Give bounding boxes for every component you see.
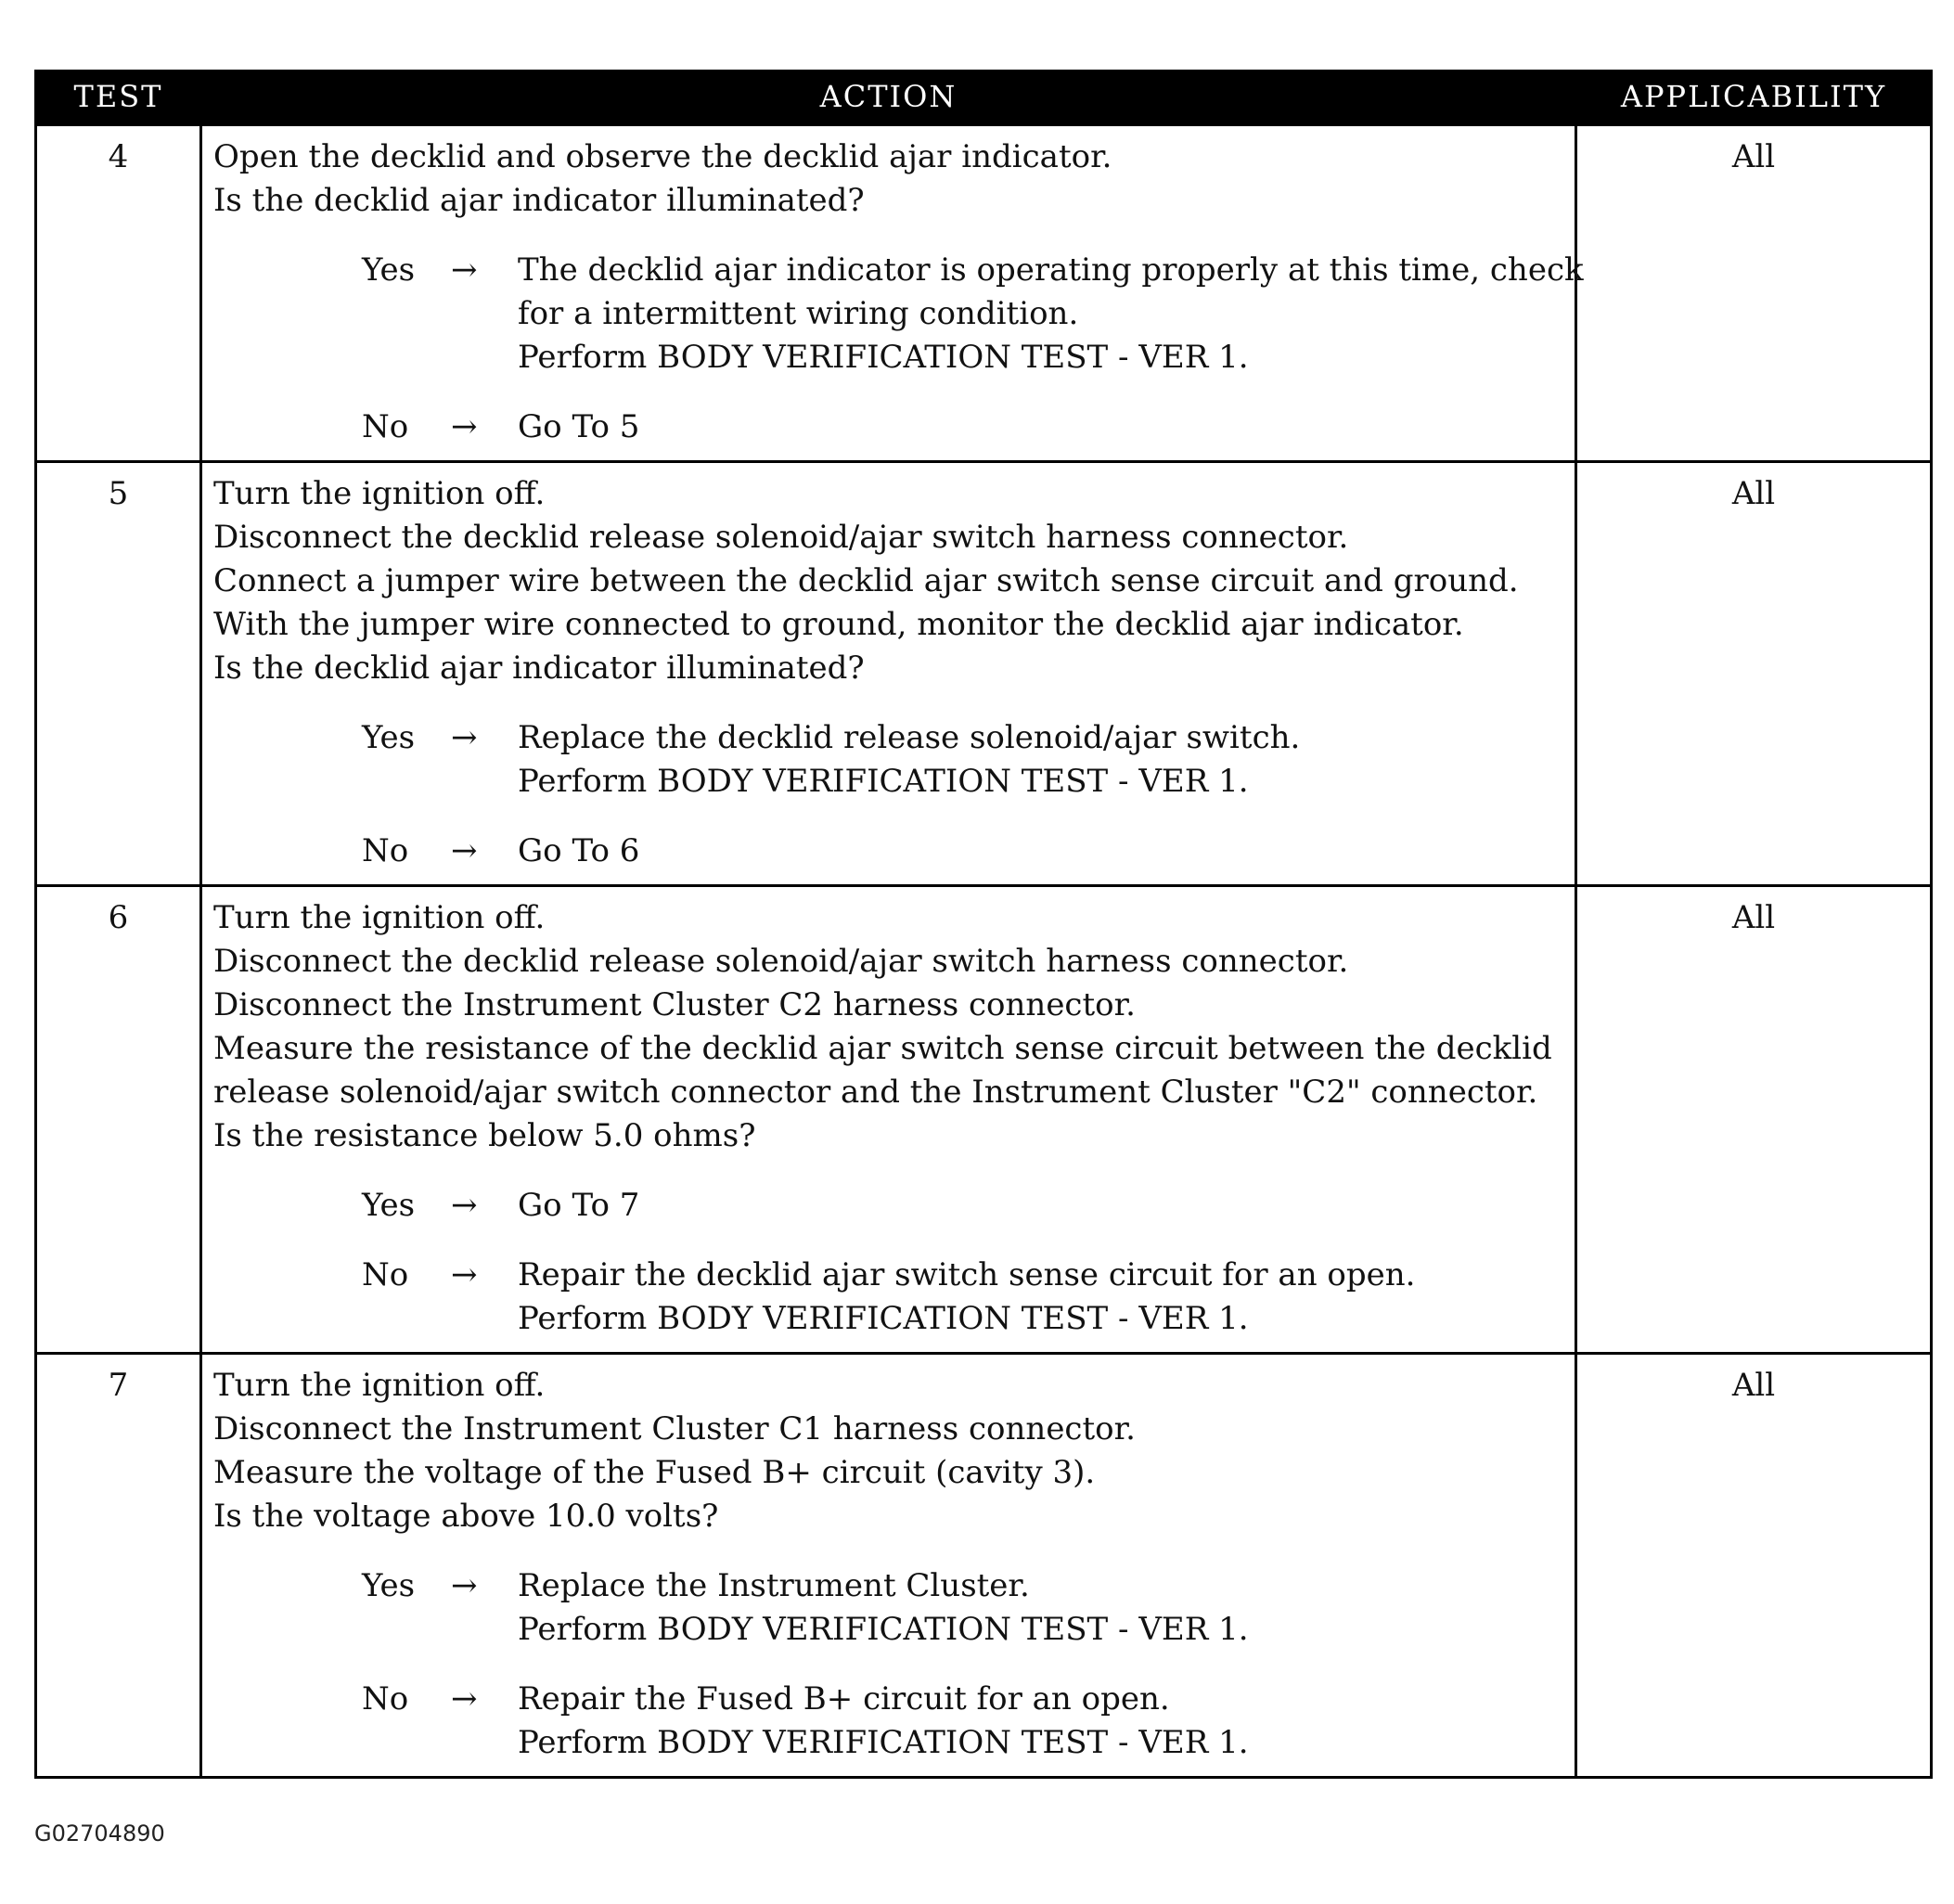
applicability-value: All: [1576, 1354, 1932, 1778]
result-line: Repair the decklid ajar switch sense circuit for an open.: [518, 1256, 1416, 1293]
result-line: Replace the decklid release solenoid/ajar switch.: [518, 719, 1301, 756]
table-row: [36, 1354, 1932, 1778]
test-number: 6: [36, 886, 201, 1354]
table-row: [36, 462, 1932, 886]
result-line: Go To 5: [518, 408, 640, 445]
test-number: 5: [36, 462, 201, 886]
result-line: Repair the Fused B+ circuit for an open.: [518, 1680, 1170, 1717]
yes-outcome: [362, 1184, 1563, 1228]
applicability-value: All: [1576, 462, 1932, 886]
no-outcome: [362, 1254, 1563, 1341]
test-number: 7: [36, 1354, 201, 1778]
no-label: No: [362, 832, 409, 869]
arrow-right-icon: →: [451, 1567, 478, 1604]
table-body: [36, 125, 1932, 1778]
arrow-right-icon: →: [451, 832, 478, 869]
no-result: [518, 830, 1563, 873]
no-label: No: [362, 408, 409, 445]
no-label: No: [362, 1256, 409, 1293]
yes-result: [518, 1564, 1563, 1652]
table-row: [36, 886, 1932, 1354]
arrow-right-icon: →: [451, 1680, 478, 1717]
action-steps: [213, 135, 1563, 223]
arrow-right-icon: →: [451, 1187, 478, 1224]
applicability-value: All: [1576, 886, 1932, 1354]
result-line: Perform BODY VERIFICATION TEST - VER 1.: [518, 339, 1249, 376]
yes-outcome: [362, 1564, 1563, 1652]
action-step: Is the resistance below 5.0 ohms?: [213, 1117, 756, 1154]
yes-result: [518, 1184, 1563, 1228]
no-outcome: [362, 405, 1563, 449]
table-header-row: [36, 70, 1932, 125]
yes-label: Yes: [362, 1567, 416, 1604]
no-result: [518, 405, 1563, 449]
yes-outcome: [362, 249, 1584, 380]
result-line: Replace the Instrument Cluster.: [518, 1567, 1030, 1604]
action-step: Measure the voltage of the Fused B+ circuit (cavity 3).: [213, 1454, 1096, 1491]
yes-label: Yes: [362, 719, 416, 756]
test-number: 4: [36, 125, 201, 462]
table-row: [36, 125, 1932, 462]
yes-label: Yes: [362, 1187, 416, 1224]
action-step: Connect a jumper wire between the decklid ajar switch sense circuit and ground.: [213, 562, 1519, 599]
action-step: Is the decklid ajar indicator illuminated?: [213, 650, 865, 687]
no-outcome: [362, 1678, 1563, 1765]
action-cell: [201, 462, 1576, 886]
action-step: Disconnect the decklid release solenoid/ajar switch harness connector.: [213, 519, 1349, 556]
result-line: for a intermittent wiring condition.: [518, 295, 1079, 332]
action-step: Disconnect the Instrument Cluster C2 harness connector.: [213, 986, 1136, 1023]
yes-outcome: [362, 716, 1563, 804]
action-steps: [213, 472, 1563, 690]
result-line: Perform BODY VERIFICATION TEST - VER 1.: [518, 1611, 1249, 1648]
applicability-value: All: [1576, 125, 1932, 462]
result-line: Perform BODY VERIFICATION TEST - VER 1.: [518, 1724, 1249, 1761]
action-step: Turn the ignition off.: [213, 1367, 546, 1404]
action-cell: [201, 1354, 1576, 1778]
action-step: Is the voltage above 10.0 volts?: [213, 1498, 719, 1535]
yes-result: [518, 249, 1584, 380]
header-applicability: APPLICABILITY: [1576, 70, 1932, 125]
action-step: Disconnect the decklid release solenoid/ajar switch harness connector.: [213, 943, 1349, 980]
arrow-right-icon: →: [451, 251, 478, 289]
yes-result: [518, 716, 1563, 804]
action-cell: [201, 886, 1576, 1354]
result-line: Perform BODY VERIFICATION TEST - VER 1.: [518, 1300, 1249, 1337]
arrow-right-icon: →: [451, 408, 478, 445]
action-step: Is the decklid ajar indicator illuminated?: [213, 182, 865, 219]
figure-id: G02704890: [34, 1820, 165, 1846]
action-step: Open the decklid and observe the decklid ajar indicator.: [213, 138, 1112, 175]
action-cell: [201, 125, 1584, 462]
action-step: release solenoid/ajar switch connector and the Instrument Cluster "C2" connector.: [213, 1074, 1538, 1111]
result-line: The decklid ajar indicator is operating properly at this time, check: [518, 251, 1584, 289]
result-line: Go To 7: [518, 1187, 640, 1224]
arrow-right-icon: →: [451, 719, 478, 756]
no-result: [518, 1678, 1563, 1765]
action-step: Turn the ignition off.: [213, 475, 546, 512]
arrow-right-icon: →: [451, 1256, 478, 1293]
action-step: Disconnect the Instrument Cluster C1 harness connector.: [213, 1410, 1136, 1447]
no-outcome: [362, 830, 1563, 873]
action-step: Measure the resistance of the decklid ajar switch sense circuit between the decklid: [213, 1030, 1552, 1067]
diagnostic-test-table: [34, 70, 1933, 1779]
action-steps: [213, 1364, 1563, 1538]
action-steps: [213, 896, 1563, 1158]
action-step: With the jumper wire connected to ground, monitor the decklid ajar indicator.: [213, 606, 1464, 643]
result-line: Go To 6: [518, 832, 640, 869]
header-test: TEST: [36, 70, 201, 125]
yes-label: Yes: [362, 251, 416, 289]
header-action: ACTION: [201, 70, 1576, 125]
action-step: Turn the ignition off.: [213, 899, 546, 936]
no-result: [518, 1254, 1563, 1341]
no-label: No: [362, 1680, 409, 1717]
result-line: Perform BODY VERIFICATION TEST - VER 1.: [518, 763, 1249, 800]
